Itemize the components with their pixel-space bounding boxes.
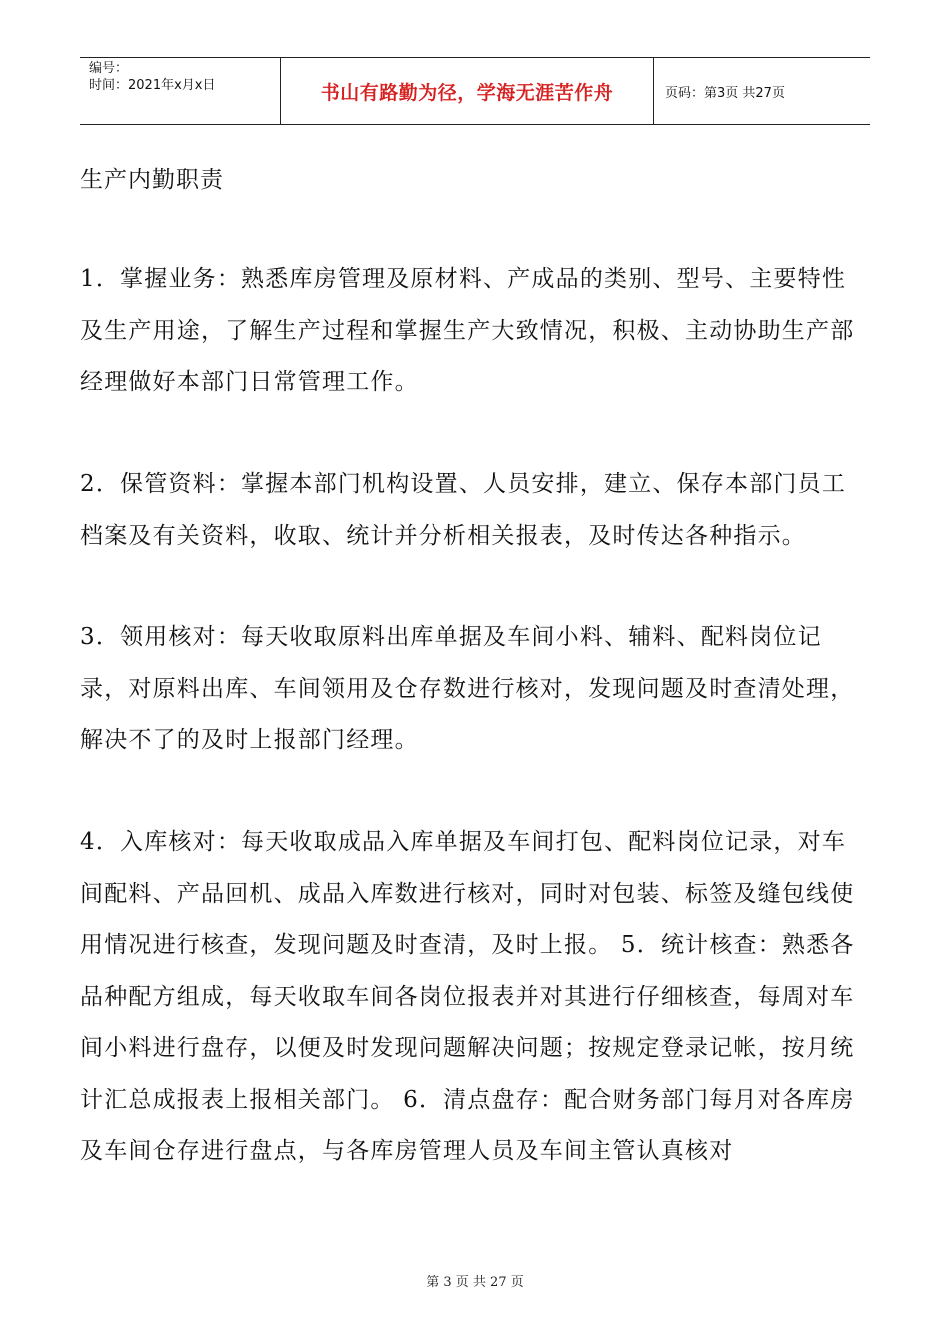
page-footer: 第 3 页 共 27 页 [426, 1275, 524, 1290]
paragraph-2: 2．保管资料：掌握本部门机构设置、人员安排，建立、保存本部门员工档案及有关资料，收取、统计并分析相关报表，及时传达各种指示。 [80, 471, 847, 549]
date-label: 时间：2021年x月x日 [89, 78, 216, 93]
motto-text: 书山有路勤为径，学海无涯苦作舟 [320, 81, 614, 104]
document-title: 生产内勤职责 [80, 167, 224, 193]
paragraph-3: 3．领用核对：每天收取原料出库单据及车间小料、辅料、配料岗位记录，对原料出库、车间领用及仓存数进行核对，发现问题及时查清处理，解决不了的及时上报部门经理。 [80, 624, 855, 753]
header-page-cell [654, 58, 870, 124]
header-motto-cell [281, 58, 654, 124]
paragraph-4: 4．入库核对：每天收取成品入库单据及车间打包、配料岗位记录，对车间配料、产品回机、成品入库数进行核对，同时对包装、标签及缝包线使用情况进行核查，发现问题及时查清，及时上报。 5．统计核查：熟悉各品种配方组成，每天收取车间各岗位报表并对其进行仔细核查，每周对车间小料进行盘存，以便及时发现问题解决问题；按规定登录记帐，按月统计汇总成报表上报相关部门。 6．清点盘存：配合财务部门每月对各库房及车间仓存进行盘点，与各库房管理人员及车间主管认真核对 [80, 829, 855, 1164]
paragraph-1: 1．掌握业务：熟悉库房管理及原材料、产成品的类别、型号、主要特性及生产用途，了解生产过程和掌握生产大致情况，积极、主动协助生产部经理做好本部门日常管理工作。 [80, 266, 855, 395]
page-code-label: 页码：第3页 共27页 [665, 85, 785, 101]
header-meta-cell [80, 58, 281, 124]
document-header [80, 57, 870, 125]
serial-number-label: 编号： [89, 61, 129, 76]
